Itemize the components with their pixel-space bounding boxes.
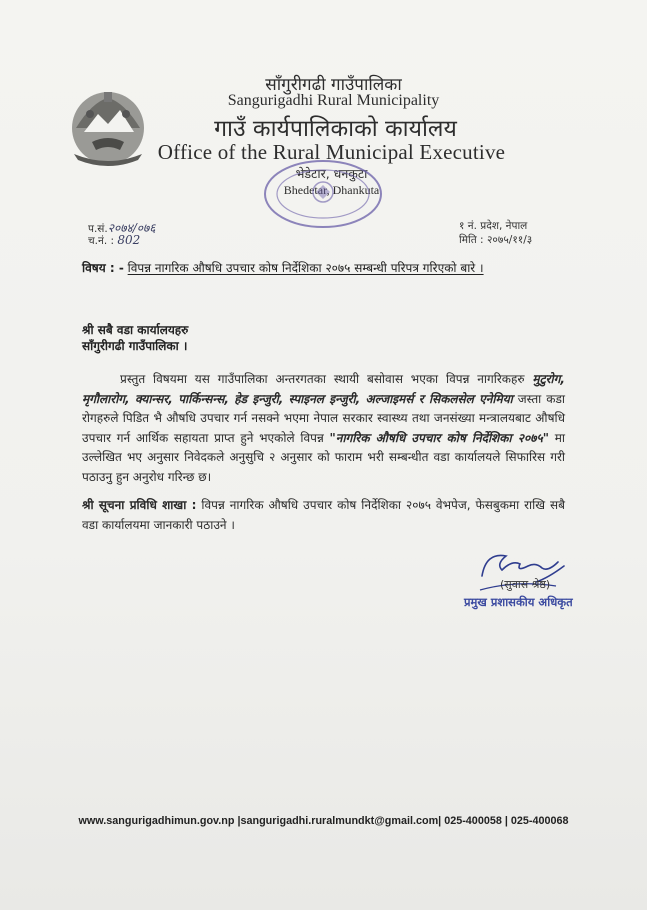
footer-contact: www.sangurigadhimun.gov.np |sangurigadhi.ruralmundkt@gmail.com| 025-400058 | 025-400068: [78, 815, 569, 827]
it-section-label: श्री सूचना प्रविधि शाखा :: [82, 498, 197, 512]
dispatch-label: च.नं. :: [88, 235, 115, 247]
paragraph-text: प्रस्तुत विषयमा यस गाउँपालिका अन्तरगतका स्थायी बसोवास भएका विपन्न नागरिकहरु: [120, 372, 525, 386]
subject-line: [82, 259, 484, 276]
subject-text: विपन्न नागरिक औषधि उपचार कोष निर्देशिका २०७५ सम्बन्धी परिपत्र गरिएको बारे ।: [127, 261, 484, 275]
date-value: २०७५/११/३: [486, 234, 533, 246]
office-name-nepali: गाउँ कार्यपालिकाको कार्यालय: [214, 116, 457, 142]
body-paragraph-1: [82, 370, 565, 487]
province-line: १ नं. प्रदेश, नेपाल: [459, 220, 528, 232]
address-nepali: भेडेटार, धनकुटा: [295, 166, 368, 181]
address-english: Bhedetar, Dhankuta: [283, 183, 380, 197]
reference-value: २०७४/०७६: [107, 221, 156, 235]
municipality-name-english: Sangurigadhi Rural Municipality: [227, 92, 440, 109]
official-stamp-icon: [262, 158, 384, 230]
dispatch-number: [88, 233, 140, 248]
addressee-line-1: श्री सबै वडा कार्यालयहरु: [82, 323, 189, 337]
subject-label: विषय : -: [82, 261, 124, 275]
disease-list: मुटुरोग, मृगौलारोग, क्यान्सर, पार्किन्सन्स, हेड इन्जुरी, स्पाइनल इन्जुरी, अल्जाइमर्स र सिकलसेल एनेमिया: [82, 372, 565, 406]
addressee-line-2: साँगुरीगढी गाउँपालिका ।: [82, 339, 188, 353]
paragraph-text: मा उल्लेखित भए अनुसार निवेदकले अनुसुचि २ अनुसार को फाराम भरी सम्बन्धीत वडा कार्यालयले सिफारिस गरी पठाउनु हुन अनुरोध गरिन्छ छ।: [82, 430, 565, 484]
paragraph-text: विपन्न नागरिक औषधि उपचार कोष निर्देशिका २०७५ वेभपेज, फेसबुकमा राखि सबै वडा कार्यालयमा जानकारी पठाउने ।: [82, 498, 565, 532]
guideline-name: "नागरिक औषधि उपचार कोष निर्देशिका २०७५": [329, 430, 549, 445]
signatory-title: प्रमुख प्रशासकीय अधिकृत: [464, 595, 573, 609]
dispatch-value: 802: [117, 233, 141, 247]
municipality-name-nepali: साँगुरीगढी गाउँपालिका: [265, 75, 402, 95]
paragraph-text: जस्ता कडा रोगहरुले पिडित भै औषधि उपचार गर्न नसक्ने भएमा नेपाल सरकार स्वास्थ्य तथा जनसंख्या मन्त्रालयबाट औषधि उपचार गर्न आर्थिक सहायता प्राप्त हुने भएकोले विपन्न: [82, 391, 565, 445]
reference-label: प.सं.: [88, 223, 108, 235]
office-name-english: Office of the Rural Municipal Executive: [157, 140, 506, 164]
body-paragraph-2: [82, 496, 565, 535]
date-label: मिति :: [459, 234, 484, 246]
letter-date: [459, 233, 532, 247]
signatory-name: (सुवास श्रेष्ठ): [500, 578, 551, 591]
